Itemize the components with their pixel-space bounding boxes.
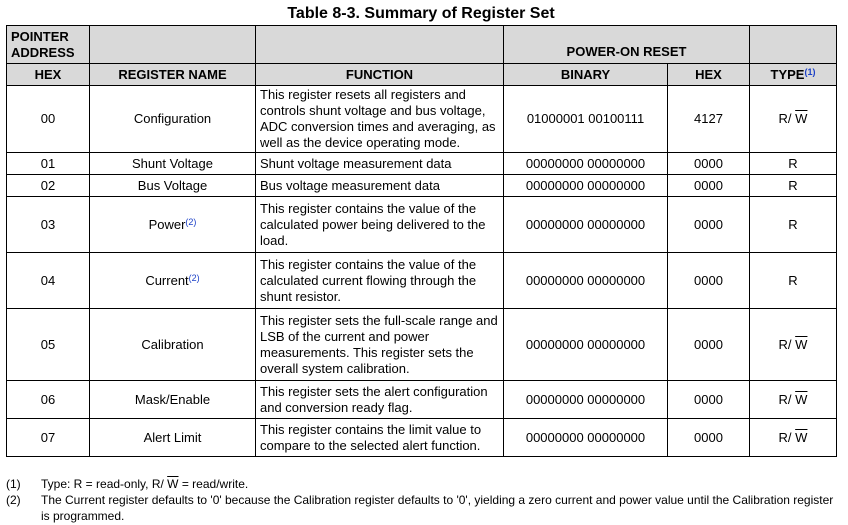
header-spacer [256, 26, 504, 64]
pointer-hex-cell: 05 [7, 309, 90, 381]
register-name-cell [90, 419, 256, 457]
register-name-cell [90, 197, 256, 253]
table-row [7, 175, 837, 197]
type-cell [750, 381, 837, 419]
footnote-link[interactable]: (2) [188, 272, 200, 283]
register-name-header: REGISTER NAME [90, 64, 256, 86]
footnote-text-pre: The Current register defaults to '0' because the Calibration register defaults to '0', yielding a zero current and power value until the Calibration register is programmed. [41, 493, 837, 523]
register-name-cell [90, 309, 256, 381]
type-prefix: R [788, 272, 798, 288]
hex-value-cell: 0000 [668, 381, 750, 419]
hex-value-cell: 0000 [668, 419, 750, 457]
type-cell [750, 153, 837, 175]
hex-header: HEX [7, 64, 90, 86]
type-overline-w: $\overline{W}$ [795, 391, 808, 407]
binary-value-cell: 00000000 00000000 [504, 197, 668, 253]
pointer-address-header: POINTER ADDRESS [7, 26, 90, 64]
hex-value-cell: 4127 [668, 86, 750, 153]
register-set-table [6, 25, 837, 457]
function-cell: This register contains the value of the calculated current flowing through the shunt resistor. [256, 253, 504, 309]
hex-value-cell: 0000 [668, 253, 750, 309]
type-prefix: R/ [778, 391, 796, 407]
type-prefix: R [788, 177, 798, 193]
type-cell [750, 197, 837, 253]
table-row [7, 86, 837, 153]
binary-value-cell: 00000000 00000000 [504, 175, 668, 197]
register-name: Calibration [141, 336, 204, 352]
table-row [7, 253, 837, 309]
binary-value-cell: 00000000 00000000 [504, 153, 668, 175]
register-name-cell [90, 86, 256, 153]
power-on-reset-header: POWER-ON RESET [504, 26, 750, 64]
binary-value-cell: 00000000 00000000 [504, 309, 668, 381]
register-name: Bus Voltage [137, 177, 208, 193]
hex-value-cell: 0000 [668, 153, 750, 175]
register-name: Alert Limit [143, 429, 202, 445]
binary-value-cell: 00000000 00000000 [504, 419, 668, 457]
type-cell [750, 175, 837, 197]
type-cell [750, 309, 837, 381]
footnote-link[interactable]: (2) [185, 216, 197, 227]
pointer-hex-cell: 02 [7, 175, 90, 197]
type-prefix: R [788, 216, 798, 232]
type-prefix: R/ [778, 429, 796, 445]
type-prefix: R [788, 155, 798, 171]
type-prefix: R/ [778, 111, 796, 126]
function-cell: This register contains the value of the calculated power being delivered to the load. [256, 197, 504, 253]
register-name: Power [148, 216, 186, 232]
footnote-number: (1) [6, 477, 21, 491]
function-cell: Shunt voltage measurement data [256, 153, 504, 175]
table-row [7, 309, 837, 381]
type-overline-w: $\overline{W}$ [795, 429, 808, 445]
function-cell: This register sets the alert configuration and conversion ready flag. [256, 381, 504, 419]
hex-value-cell: 0000 [668, 309, 750, 381]
function-cell: This register sets the full-scale range and LSB of the current and power measurements. This register sets the overall system calibration. [256, 309, 504, 381]
binary-value-cell: 01000001 00100111 [504, 86, 668, 153]
type-header-label: TYPE [770, 66, 805, 82]
pointer-hex-cell: 04 [7, 253, 90, 309]
register-name: Current [145, 272, 189, 288]
type-cell [750, 86, 837, 153]
type-overline-w: $\overline{W}$ [795, 111, 808, 126]
function-cell: This register resets all registers and controls shunt voltage and bus voltage, ADC conversion times and averaging, as well as the device operating mode. [256, 86, 504, 153]
type-prefix: R/ [778, 336, 796, 352]
pointer-hex-cell: 00 [7, 86, 90, 153]
register-name-cell [90, 381, 256, 419]
register-name-cell [90, 153, 256, 175]
table-row [7, 381, 837, 419]
type-footnote-link[interactable]: (1) [804, 66, 816, 77]
type-cell [750, 419, 837, 457]
register-name: Mask/Enable [134, 391, 211, 407]
por-hex-header: HEX [668, 64, 750, 86]
register-name: Shunt Voltage [132, 155, 213, 171]
table-row [7, 197, 837, 253]
table-footnotes [6, 476, 842, 524]
register-name: Configuration [133, 111, 212, 126]
type-overline-w: $\overline{W}$ [795, 336, 808, 352]
footnote-overline-w: $\overline{W}$ [167, 477, 179, 491]
footnote [6, 476, 842, 492]
pointer-hex-cell: 01 [7, 153, 90, 175]
header-spacer [750, 26, 837, 64]
hex-value-cell: 0000 [668, 175, 750, 197]
type-cell [750, 253, 837, 309]
pointer-hex-cell: 06 [7, 381, 90, 419]
table-row [7, 419, 837, 457]
binary-value-cell: 00000000 00000000 [504, 253, 668, 309]
type-header [750, 64, 837, 86]
pointer-hex-cell: 07 [7, 419, 90, 457]
function-cell: This register contains the limit value to compare to the selected alert function. [256, 419, 504, 457]
footnote-text-pre: Type: R = read-only, R/ [41, 477, 168, 491]
pointer-hex-cell: 03 [7, 197, 90, 253]
function-cell: Bus voltage measurement data [256, 175, 504, 197]
footnote-text [41, 492, 842, 524]
footnote-number: (2) [6, 493, 21, 507]
register-name-cell [90, 175, 256, 197]
register-name-cell [90, 253, 256, 309]
footnote-text-post: = read/write. [178, 477, 249, 491]
table-row [7, 153, 837, 175]
function-header: FUNCTION [256, 64, 504, 86]
hex-value-cell: 0000 [668, 197, 750, 253]
binary-value-cell: 00000000 00000000 [504, 381, 668, 419]
footnote [6, 492, 842, 524]
header-spacer [90, 26, 256, 64]
table-title: Table 8-3. Summary of Register Set [287, 5, 555, 22]
binary-header: BINARY [504, 64, 668, 86]
footnote-text [41, 476, 842, 492]
